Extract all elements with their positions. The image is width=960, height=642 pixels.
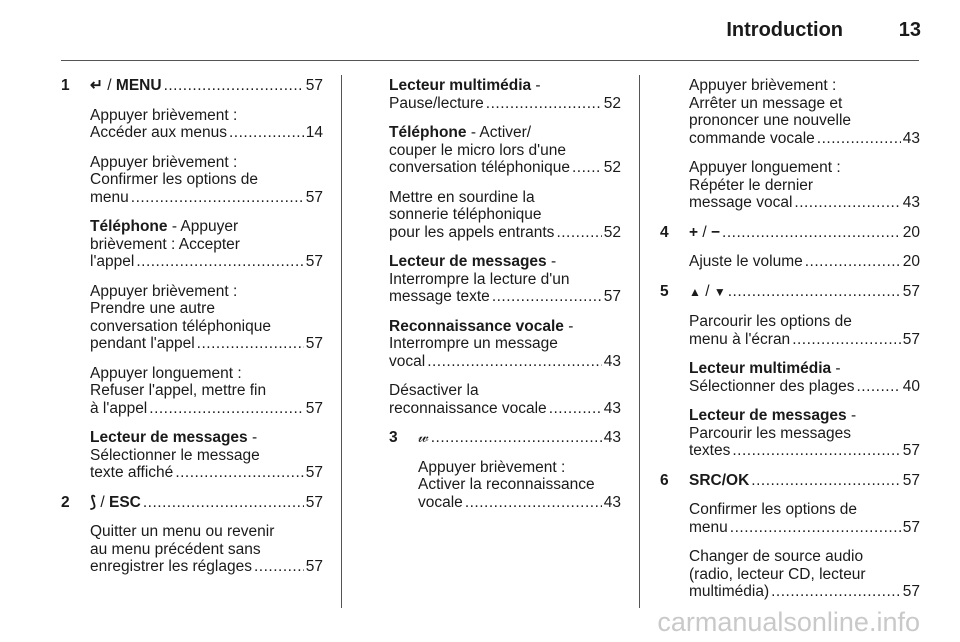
sub-entry: Lecteur multimédia - Sélectionner des plages ..... 40 [689, 360, 920, 395]
page-title: Introduction [726, 19, 843, 41]
sub-entry: Appuyer longuement : Répéter le dernier message vocal ..... 43 [689, 159, 920, 212]
sub-entry: Appuyer longuement : Refuser l'appel, mettre fin à l'appel ..... 57 [90, 365, 323, 418]
back-icon: ⟆ [90, 493, 97, 511]
sub-entry: Téléphone - Appuyer brièvement : Accepter l'appel ..... 57 [90, 218, 323, 271]
header-rule [61, 60, 919, 61]
page-ref: 52 [603, 223, 621, 241]
page-ref: 43 [902, 129, 920, 147]
column-2 [389, 77, 621, 511]
sub-entry: Changer de source audio (radio, lecteur CD, lecteur multimédia) ..... 57 [689, 548, 920, 601]
page-number: 13 [898, 19, 921, 41]
continuation [660, 77, 920, 212]
sub-entry: Appuyer brièvement : Activer la reconnaissance vocale ..... 43 [418, 459, 621, 512]
page-ref: 57 [305, 493, 323, 511]
sub-entry: Appuyer brièvement : Confirmer les options de menu ..... 57 [90, 154, 323, 207]
page-ref: 57 [902, 330, 920, 348]
item-number: 5 [660, 282, 669, 300]
page-ref: 57 [902, 442, 920, 459]
page-ref: 57 [305, 399, 323, 417]
sub-entry: Parcourir les options de menu à l'écran ..... 57 [689, 313, 920, 348]
item-2 [61, 494, 323, 576]
page-ref: 57 [902, 282, 920, 300]
sub-entry: Mettre en sourdine la sonnerie téléphonique pour les appels entrants ..... 52 [389, 189, 621, 242]
item-4 [660, 224, 920, 271]
item-number: 2 [61, 493, 70, 511]
page-ref: 57 [603, 288, 621, 305]
page-ref: 43 [603, 429, 621, 446]
page-ref: 43 [603, 352, 621, 370]
column-divider-2 [639, 75, 640, 608]
page-ref: 57 [305, 253, 323, 270]
page-ref: 57 [305, 558, 323, 575]
page-ref: 57 [305, 335, 323, 352]
item-6 [660, 472, 920, 601]
continuation [389, 77, 621, 417]
voice-control-icon: 𝓌 [418, 429, 429, 446]
column-1 [61, 77, 323, 576]
item-number: 4 [660, 223, 669, 241]
sub-entry: Appuyer brièvement : Accéder aux menus ..... 14 [90, 107, 323, 142]
page-ref: 57 [902, 471, 920, 489]
sub-entry: Appuyer brièvement : Prendre une autre conversation téléphonique pendant l'appel ..... 57 [90, 283, 323, 353]
item-number: 1 [61, 77, 70, 94]
page-ref: 40 [902, 377, 920, 395]
column-divider-1 [341, 75, 342, 608]
column-3 [660, 77, 920, 601]
page-ref: 57 [305, 77, 323, 94]
page-ref: 43 [603, 493, 621, 511]
item-1 [61, 77, 323, 482]
sub-entry: Ajuste le volume ..... 20 [689, 253, 920, 271]
key-label: MENU [115, 77, 162, 94]
sub-entry: Téléphone - Activer/ couper le micro lors d'une conversation téléphonique ..... 52 [389, 124, 621, 177]
key-label: ESC [108, 493, 141, 511]
item-number: 3 [389, 429, 398, 446]
sub-entry: Quitter un menu ou revenir au menu précédent sans enregistrer les réglages ..... 57 [90, 523, 323, 576]
item-3 [389, 429, 621, 511]
item-heading: ⟆ / ESC ..... 57 [90, 494, 323, 512]
sub-entry: Lecteur de messages - Parcourir les messages textes ..... 57 [689, 407, 920, 460]
sub-entry: Lecteur de messages - Interrompre la lecture d'un message texte ..... 57 [389, 253, 621, 306]
minus-icon: − [710, 223, 721, 241]
item-heading [418, 429, 621, 447]
watermark: carmanualsonline.info [657, 607, 920, 637]
page-ref: 57 [902, 518, 920, 536]
plus-icon: + [689, 223, 699, 241]
sub-entry: Reconnaissance vocale - Interrompre un message vocal ..... 43 [389, 318, 621, 371]
page-ref: 20 [902, 223, 920, 241]
page-ref: 57 [902, 583, 920, 600]
down-arrow-icon: ▼ [713, 284, 726, 299]
item-heading [689, 472, 920, 490]
page-ref: 52 [603, 159, 621, 176]
page-ref: 57 [305, 188, 323, 206]
page-ref: 57 [305, 464, 323, 481]
page-ref: 43 [902, 194, 920, 211]
sub-entry: Désactiver la reconnaissance vocale ..... 43 [389, 382, 621, 417]
item-heading: ↵ / MENU ..... 57 [90, 77, 323, 95]
item-5 [660, 283, 920, 460]
sub-entry: Lecteur de messages - Sélectionner le message texte affiché ..... 57 [90, 429, 323, 482]
item-heading: + / − ..... 20 [689, 224, 920, 242]
key-label: SRC/OK [689, 471, 750, 489]
up-arrow-icon: ▲ [689, 284, 701, 299]
page-ref: 14 [305, 124, 323, 141]
item-heading: ▲ / ▼ ..... 57 [689, 283, 920, 302]
sub-entry: Confirmer les options de menu ..... 57 [689, 501, 920, 536]
sub-entry: Lecteur multimédia - Pause/lecture ..... 52 [389, 77, 621, 112]
page-ref: 20 [902, 253, 920, 270]
page-ref: 43 [603, 399, 621, 417]
sub-entry: Appuyer brièvement : Arrêter un message et prononcer une nouvelle commande vocale ..... 43 [689, 77, 920, 147]
item-number: 6 [660, 471, 669, 489]
back-arrow-icon: ↵ [90, 77, 103, 94]
page-ref: 52 [603, 94, 621, 112]
